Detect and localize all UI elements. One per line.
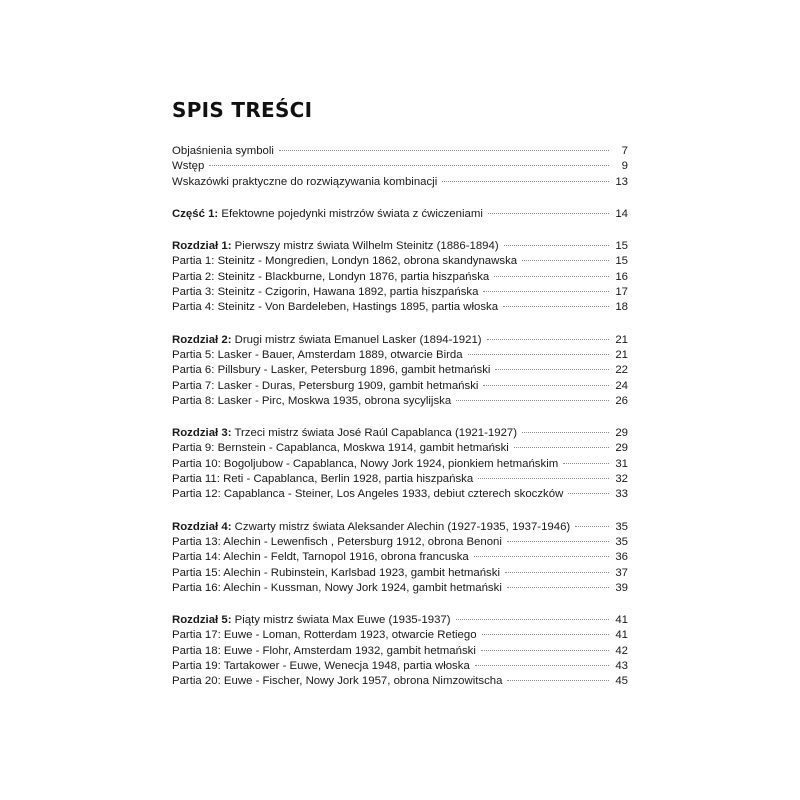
page-number: 39 bbox=[615, 581, 628, 594]
toc-entry bbox=[172, 550, 628, 565]
toc-section bbox=[172, 520, 628, 596]
dot-leader bbox=[507, 587, 609, 588]
toc-section bbox=[172, 426, 628, 502]
toc-entry bbox=[172, 457, 628, 472]
entry-label: Wstęp bbox=[172, 160, 205, 173]
toc-chapter-entry bbox=[172, 207, 628, 222]
toc-entry bbox=[172, 487, 628, 502]
toc-entry bbox=[172, 441, 628, 456]
dot-leader bbox=[482, 634, 609, 635]
page-number: 14 bbox=[615, 207, 628, 220]
toc-chapter-entry bbox=[172, 520, 628, 535]
dot-leader bbox=[279, 150, 609, 151]
entry-label: Partia 2: Steinitz - Blackburne, Londyn 1876, partia hiszpańska bbox=[172, 270, 490, 283]
entry-label: Partia 10: Bogoljubow - Capablanca, Nowy Jork 1924, pionkiem hetmańskim bbox=[172, 457, 559, 470]
dot-leader bbox=[209, 165, 609, 166]
toc-entry bbox=[172, 394, 628, 409]
dot-leader bbox=[563, 463, 609, 464]
toc-entry bbox=[172, 659, 628, 674]
toc-entry bbox=[172, 674, 628, 689]
page-number: 41 bbox=[615, 629, 628, 642]
dot-leader bbox=[487, 339, 609, 340]
entry-title bbox=[172, 394, 451, 409]
entry-title bbox=[172, 659, 470, 674]
entry-title bbox=[172, 379, 478, 394]
entry-label: Partia 3: Steinitz - Czigorin, Hawana 1892, partia hiszpańska bbox=[172, 286, 479, 299]
toc-entry bbox=[172, 175, 628, 190]
dot-leader bbox=[507, 541, 609, 542]
entry-label: Partia 17: Euwe - Loman, Rotterdam 1923, otwarcie Retiego bbox=[172, 629, 477, 642]
chapter-label: Rozdział 5: bbox=[172, 614, 232, 627]
entry-label: Drugi mistrz świata Emanuel Lasker (1894-1921) bbox=[231, 333, 482, 346]
page-number: 42 bbox=[615, 644, 628, 657]
dot-leader bbox=[478, 478, 609, 479]
entry-label: Pierwszy mistrz świata Wilhelm Steinitz (1886-1894) bbox=[231, 240, 499, 253]
entry-label: Partia 4: Steinitz - Von Bardeleben, Hastings 1895, partia włoska bbox=[172, 301, 499, 314]
entry-title bbox=[172, 426, 517, 441]
entry-label: Czwarty mistrz świata Aleksander Alechin (1927-1935, 1937-1946) bbox=[231, 520, 571, 533]
entry-label: Partia 14: Alechin - Feldt, Tarnopol 1916, obrona francuska bbox=[172, 551, 469, 564]
page-number: 15 bbox=[615, 240, 628, 253]
dot-leader bbox=[504, 245, 609, 246]
page-number: 16 bbox=[615, 270, 628, 283]
page-number: 41 bbox=[615, 614, 628, 627]
toc-entry bbox=[172, 285, 628, 300]
dot-leader bbox=[495, 369, 609, 370]
entry-label: Partia 1: Steinitz - Mongredien, Londyn 1862, obrona skandynawska bbox=[172, 255, 518, 268]
page-number: 26 bbox=[615, 394, 628, 407]
entry-label: Efektowne pojedynki mistrzów świata z ćwiczeniami bbox=[218, 207, 483, 220]
toc-chapter-entry bbox=[172, 239, 628, 254]
entry-title bbox=[172, 270, 489, 285]
page-number: 45 bbox=[615, 675, 628, 688]
entry-label: Partia 7: Lasker - Duras, Petersburg 1909, gambit hetmański bbox=[172, 379, 479, 392]
toc-section bbox=[172, 207, 628, 222]
toc-section bbox=[172, 144, 628, 190]
entry-label: Partia 5: Lasker - Bauer, Amsterdam 1889, otwarcie Birda bbox=[172, 348, 463, 361]
entry-title bbox=[172, 581, 502, 596]
entry-label: Partia 11: Reti - Capablanca, Berlin 1928, partia hiszpańska bbox=[172, 473, 474, 486]
page-number: 36 bbox=[615, 551, 628, 564]
page-number: 29 bbox=[615, 427, 628, 440]
dot-leader bbox=[568, 493, 609, 494]
page-number: 35 bbox=[615, 520, 628, 533]
page-number: 21 bbox=[615, 348, 628, 361]
dot-leader bbox=[483, 385, 609, 386]
dot-leader bbox=[442, 181, 609, 182]
entry-title bbox=[172, 285, 478, 300]
entry-title bbox=[172, 348, 463, 363]
table-of-contents bbox=[172, 144, 628, 707]
toc-entry bbox=[172, 535, 628, 550]
toc-chapter-entry bbox=[172, 333, 628, 348]
entry-label: Partia 6: Pillsbury - Lasker, Petersburg 1896, gambit hetmański bbox=[172, 364, 491, 377]
chapter-label: Rozdział 3: bbox=[172, 427, 232, 440]
entry-title bbox=[172, 566, 500, 581]
toc-entry bbox=[172, 644, 628, 659]
toc-section bbox=[172, 613, 628, 689]
entry-title bbox=[172, 441, 509, 456]
entry-title bbox=[172, 333, 482, 348]
dot-leader bbox=[505, 572, 609, 573]
entry-label: Partia 20: Euwe - Fischer, Nowy Jork 1957, obrona Nimzowitscha bbox=[172, 675, 503, 688]
entry-label: Partia 9: Bernstein - Capablanca, Moskwa 1914, gambit hetmański bbox=[172, 442, 509, 455]
toc-entry bbox=[172, 379, 628, 394]
dot-leader bbox=[575, 526, 609, 527]
entry-label: Partia 18: Euwe - Flohr, Amsterdam 1932, gambit hetmański bbox=[172, 644, 476, 657]
entry-label: Partia 19: Tartakower - Euwe, Wenecja 1948, partia włoska bbox=[172, 660, 470, 673]
entry-title bbox=[172, 644, 476, 659]
page-number: 33 bbox=[615, 488, 628, 501]
toc-entry bbox=[172, 566, 628, 581]
toc-chapter-entry bbox=[172, 613, 628, 628]
page-title: SPIS TREŚCI bbox=[172, 98, 313, 122]
page-number: 43 bbox=[615, 660, 628, 673]
entry-label: Partia 16: Alechin - Kussman, Nowy Jork 1924, gambit hetmański bbox=[172, 581, 502, 594]
entry-title bbox=[172, 674, 502, 689]
toc-entry bbox=[172, 472, 628, 487]
entry-title bbox=[172, 487, 563, 502]
toc-entry bbox=[172, 363, 628, 378]
entry-label: Piąty mistrz świata Max Euwe (1935-1937) bbox=[231, 614, 451, 627]
chapter-label: Rozdział 2: bbox=[172, 333, 232, 346]
dot-leader bbox=[456, 400, 609, 401]
entry-title bbox=[172, 175, 437, 190]
entry-label: Wskazówki praktyczne do rozwiązywania kombinacji bbox=[172, 175, 438, 188]
toc-section bbox=[172, 333, 628, 409]
entry-label: Trzeci mistrz świata José Raúl Capablanca (1921-1927) bbox=[231, 427, 518, 440]
dot-leader bbox=[507, 680, 609, 681]
toc-entry bbox=[172, 300, 628, 315]
chapter-label: Rozdział 4: bbox=[172, 520, 232, 533]
dot-leader bbox=[483, 291, 609, 292]
page-number: 24 bbox=[615, 379, 628, 392]
toc-entry bbox=[172, 159, 628, 174]
entry-title bbox=[172, 363, 490, 378]
page-number: 31 bbox=[615, 457, 628, 470]
dot-leader bbox=[522, 260, 609, 261]
entry-label: Partia 15: Alechin - Rubinstein, Karlsbad 1923, gambit hetmański bbox=[172, 566, 500, 579]
dot-leader bbox=[503, 306, 609, 307]
page-number: 37 bbox=[615, 566, 628, 579]
toc-entry bbox=[172, 348, 628, 363]
dot-leader bbox=[474, 556, 609, 557]
dot-leader bbox=[468, 354, 609, 355]
dot-leader bbox=[522, 432, 609, 433]
toc-entry bbox=[172, 254, 628, 269]
entry-title bbox=[172, 159, 204, 174]
entry-title bbox=[172, 550, 469, 565]
page-number: 18 bbox=[615, 301, 628, 314]
chapter-label: Część 1: bbox=[172, 207, 219, 220]
page-number: 9 bbox=[621, 160, 628, 173]
toc-entry bbox=[172, 270, 628, 285]
dot-leader bbox=[481, 650, 609, 651]
toc-section bbox=[172, 239, 628, 315]
entry-title bbox=[172, 207, 483, 222]
entry-title bbox=[172, 520, 570, 535]
entry-label: Partia 12: Capablanca - Steiner, Los Angeles 1933, debiut czterech skoczków bbox=[172, 488, 564, 501]
dot-leader bbox=[488, 213, 609, 214]
page-number: 35 bbox=[615, 535, 628, 548]
page-number: 29 bbox=[615, 442, 628, 455]
page-number: 22 bbox=[615, 364, 628, 377]
entry-title bbox=[172, 239, 499, 254]
toc-entry bbox=[172, 628, 628, 643]
entry-label: Partia 13: Alechin - Lewenfisch , Petersburg 1912, obrona Benoni bbox=[172, 535, 502, 548]
page-number: 7 bbox=[621, 145, 628, 157]
toc-entry bbox=[172, 144, 628, 159]
chapter-label: Rozdział 1: bbox=[172, 240, 232, 253]
dot-leader bbox=[494, 276, 609, 277]
page-number: 21 bbox=[615, 333, 628, 346]
entry-title bbox=[172, 535, 502, 550]
page-number: 13 bbox=[615, 175, 628, 188]
dot-leader bbox=[514, 447, 609, 448]
dot-leader bbox=[456, 619, 609, 620]
entry-title bbox=[172, 628, 477, 643]
page-number: 32 bbox=[615, 473, 628, 486]
dot-leader bbox=[475, 665, 609, 666]
entry-title bbox=[172, 144, 274, 159]
entry-title bbox=[172, 472, 473, 487]
entry-title bbox=[172, 300, 498, 315]
entry-title bbox=[172, 457, 558, 472]
entry-title bbox=[172, 254, 517, 269]
entry-label: Partia 8: Lasker - Pirc, Moskwa 1935, obrona sycylijska bbox=[172, 394, 452, 407]
page-number: 15 bbox=[615, 255, 628, 268]
toc-chapter-entry bbox=[172, 426, 628, 441]
entry-title bbox=[172, 613, 451, 628]
page-number: 17 bbox=[615, 286, 628, 299]
entry-label: Objaśnienia symboli bbox=[172, 145, 274, 157]
toc-entry bbox=[172, 581, 628, 596]
